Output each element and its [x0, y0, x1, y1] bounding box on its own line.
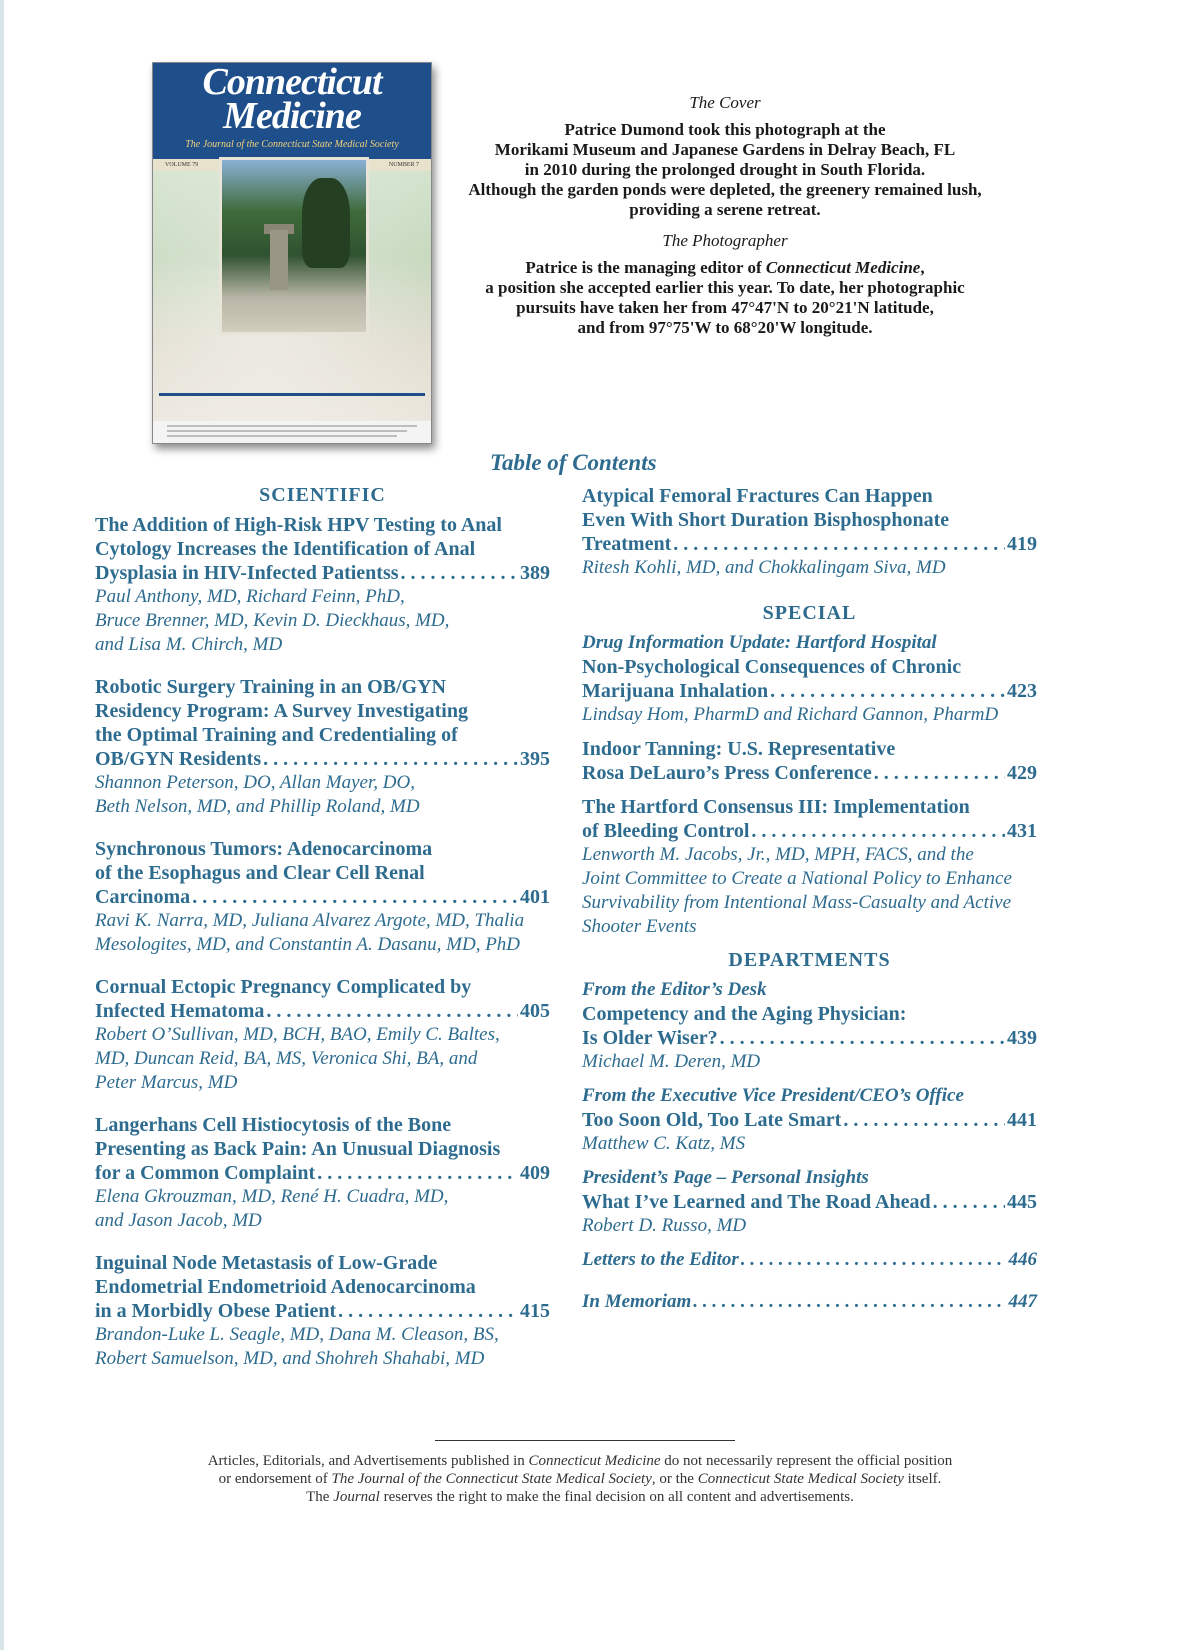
- department-label: President’s Page – Personal Insights: [582, 1167, 869, 1188]
- entry-title-line: Even With Short Duration Bisphosphonate: [582, 509, 950, 531]
- page-number: 409: [520, 1162, 550, 1184]
- entry-title-line: Residency Program: A Survey Investigating: [95, 700, 468, 722]
- entry-title-line: Langerhans Cell Histiocytosis of the Bone: [95, 1114, 452, 1136]
- dot-leader: [751, 819, 1005, 843]
- entry-title-line: of Bleeding Control: [582, 820, 750, 842]
- dot-leader: [192, 885, 518, 909]
- entry-authors: Shannon Peterson, DO, Allan Mayer, DO,: [95, 772, 415, 793]
- page-number: 445: [1007, 1191, 1037, 1213]
- section-heading-special: SPECIAL: [762, 602, 857, 624]
- dot-leader: [266, 999, 518, 1023]
- page-number: 423: [1007, 680, 1037, 702]
- cover-text-line: Patrice Dumond took this photograph at the: [564, 120, 886, 139]
- entry-title-line: Marijuana Inhalation: [582, 680, 769, 702]
- memoriam-label: In Memoriam: [582, 1291, 692, 1312]
- page-number: 405: [520, 1000, 550, 1022]
- entry-authors: and Jason Jacob, MD: [95, 1210, 262, 1231]
- dot-leader: [720, 1026, 1005, 1050]
- entry-authors: Robert O’Sullivan, MD, BCH, BAO, Emily C. Baltes,: [95, 1024, 500, 1045]
- entry-authors: Brandon-Luke L. Seagle, MD, Dana M. Cleason, BS,: [95, 1324, 499, 1345]
- page-edge-bar: [0, 0, 4, 1650]
- cover-text-line: in 2010 during the prolonged drought in South Florida.: [524, 160, 926, 179]
- entry-title-line: The Hartford Consensus III: Implementation: [582, 796, 970, 818]
- cover-title-line1: Connecticut: [202, 62, 382, 103]
- dot-leader: [933, 1190, 1005, 1214]
- stone-lantern-shape: [270, 230, 288, 290]
- section-heading-scientific: SCIENTIFIC: [259, 484, 386, 506]
- entry-authors: Bruce Brenner, MD, Kevin D. Dieckhaus, MD,: [95, 610, 450, 631]
- dot-leader: [770, 679, 1005, 703]
- photographer-text: [450, 258, 1000, 338]
- cover-description: [450, 92, 1000, 348]
- toc-entry[interactable]: [95, 837, 550, 957]
- entry-title-line: Carcinoma: [95, 886, 191, 908]
- cover-footer: [153, 421, 431, 443]
- photographer-line: Patrice is the managing editor of Connecticut Medicine,: [525, 258, 925, 277]
- entry-authors: Lenworth M. Jacobs, Jr., MD, MPH, FACS, and the: [582, 844, 974, 865]
- entry-authors: Beth Nelson, MD, and Phillip Roland, MD: [95, 796, 420, 817]
- cover-text: [450, 120, 1000, 220]
- toc-entry-memoriam[interactable]: [582, 1290, 1037, 1314]
- cover-volume: VOLUME 79: [165, 162, 199, 168]
- entry-title-line: in a Morbidly Obese Patient: [95, 1300, 337, 1322]
- toc-entry[interactable]: [582, 1084, 1037, 1156]
- entry-authors: Joint Committee to Create a National Policy to Enhance: [582, 868, 1012, 889]
- entry-title-line: What I’ve Learned and The Road Ahead: [582, 1191, 931, 1213]
- entry-authors: MD, Duncan Reid, BA, MS, Veronica Shi, BA, and: [95, 1048, 478, 1069]
- entry-title-line: Too Soon Old, Too Late Smart: [582, 1109, 842, 1131]
- cover-subtitle: The Journal of the Connecticut State Medical Society: [185, 139, 399, 150]
- dot-leader: [317, 1161, 518, 1185]
- page-number: 441: [1007, 1109, 1037, 1131]
- footer-rule: [435, 1440, 735, 1441]
- toc-left-column: [95, 484, 550, 1389]
- entry-title-line: of the Esophagus and Clear Cell Renal: [95, 862, 425, 884]
- photographer-heading: The Photographer: [662, 231, 788, 250]
- toc-entry-letters[interactable]: [582, 1248, 1037, 1272]
- cover-title: [159, 62, 425, 137]
- entry-title-line: Rosa DeLauro’s Press Conference: [582, 762, 872, 784]
- entry-authors: Paul Anthony, MD, Richard Feinn, PhD,: [95, 586, 405, 607]
- tree-shape: [302, 178, 350, 268]
- entry-title-line: Atypical Femoral Fractures Can Happen: [582, 485, 933, 507]
- department-label: Drug Information Update: Hartford Hospital: [582, 632, 937, 653]
- entry-title-line: Synchronous Tumors: Adenocarcinoma: [95, 838, 433, 860]
- cover-number: NUMBER 7: [388, 162, 419, 168]
- entry-title-line: Treatment: [582, 533, 672, 555]
- photographer-line: and from 97°75'W to 68°20'W longitude.: [577, 318, 873, 337]
- entry-authors: Survivability from Intentional Mass-Casualty and Active: [582, 892, 1012, 913]
- page-number: 401: [520, 886, 550, 908]
- entry-title-line: Dysplasia in HIV-Infected Patientss: [95, 562, 399, 584]
- memoriam-page: 447: [1008, 1291, 1037, 1312]
- entry-title-line: Presenting as Back Pain: An Unusual Diagnosis: [95, 1138, 501, 1160]
- page-number: 395: [520, 748, 550, 770]
- dot-leader: [401, 561, 518, 585]
- entry-title-line: Robotic Surgery Training in an OB/GYN: [95, 676, 446, 698]
- entry-title-line: the Optimal Training and Credentialing of: [95, 724, 458, 746]
- entry-title-line: OB/GYN Residents: [95, 748, 262, 770]
- toc-entry[interactable]: [95, 975, 550, 1095]
- cover-heading: The Cover: [689, 93, 761, 112]
- cover-masthead: [153, 63, 431, 171]
- photographer-line: pursuits have taken her from 47°47'N to 20°21'N latitude,: [516, 298, 934, 317]
- cover-photo: [219, 157, 369, 335]
- page-number: 429: [1007, 762, 1037, 784]
- entry-title-line: Is Older Wiser?: [582, 1027, 718, 1049]
- entry-authors: Robert D. Russo, MD: [582, 1215, 747, 1236]
- toc-entry[interactable]: [582, 484, 1037, 580]
- dot-leader: [874, 761, 1005, 785]
- entry-title-line: for a Common Complaint: [95, 1162, 316, 1184]
- toc-entry[interactable]: [582, 737, 1037, 785]
- entry-title-line: Non-Psychological Consequences of Chronic: [582, 656, 962, 678]
- toc-entry[interactable]: [95, 513, 550, 657]
- page-number: 431: [1007, 820, 1037, 842]
- toc-entry[interactable]: [582, 631, 1037, 727]
- entry-title-line: Indoor Tanning: U.S. Representative: [582, 738, 896, 760]
- entry-authors: and Lisa M. Chirch, MD: [95, 634, 283, 655]
- entry-authors: Robert Samuelson, MD, and Shohreh Shahabi, MD: [95, 1348, 485, 1369]
- cover-title-line2: Medicine: [223, 95, 361, 137]
- entry-title-line: Endometrial Endometrioid Adenocarcinoma: [95, 1276, 476, 1298]
- toc-entry[interactable]: [95, 675, 550, 819]
- page-number: 419: [1007, 533, 1037, 555]
- toc-entry[interactable]: [582, 1166, 1037, 1238]
- entry-authors: Mesologites, MD, and Constantin A. Dasanu, MD, PhD: [95, 934, 521, 955]
- page-number: 389: [520, 562, 550, 584]
- toc-title: Table of Contents: [490, 450, 657, 475]
- page-number: 439: [1007, 1027, 1037, 1049]
- cover-text-line: providing a serene retreat.: [629, 200, 821, 219]
- toc-entry[interactable]: [95, 1113, 550, 1233]
- toc-right-column: [582, 484, 1037, 1332]
- entry-title-line: Cytology Increases the Identification of Anal: [95, 538, 476, 560]
- letters-label: Letters to the Editor: [582, 1249, 739, 1270]
- entry-title-line: Inguinal Node Metastasis of Low-Grade: [95, 1252, 438, 1274]
- entry-title-line: Competency and the Aging Physician:: [582, 1003, 907, 1025]
- entry-authors: Elena Gkrouzman, MD, René H. Cuadra, MD,: [95, 1186, 449, 1207]
- entry-authors: Matthew C. Katz, MS: [582, 1133, 746, 1154]
- toc-entry[interactable]: [95, 1251, 550, 1371]
- department-label: From the Executive Vice President/CEO’s Office: [582, 1085, 964, 1106]
- section-heading-departments: DEPARTMENTS: [728, 949, 891, 971]
- entry-authors: Shooter Events: [582, 916, 697, 937]
- entry-authors: Ritesh Kohli, MD, and Chokkalingam Siva, MD: [582, 557, 946, 578]
- entry-authors: Ravi K. Narra, MD, Juliana Alvarez Argote, MD, Thalia: [95, 910, 525, 931]
- department-label: From the Editor’s Desk: [582, 979, 767, 1000]
- toc-entry[interactable]: [582, 978, 1037, 1074]
- dot-leader: [843, 1108, 1005, 1132]
- page-number: 415: [520, 1300, 550, 1322]
- entry-title-line: Infected Hematoma: [95, 1000, 265, 1022]
- dot-leader: [338, 1299, 518, 1323]
- photographer-line: a position she accepted earlier this year. To date, her photographic: [485, 278, 965, 297]
- entry-authors: Peter Marcus, MD: [95, 1072, 238, 1093]
- entry-authors: Lindsay Hom, PharmD and Richard Gannon, PharmD: [582, 704, 999, 725]
- entry-title-line: Cornual Ectopic Pregnancy Complicated by: [95, 976, 472, 998]
- entry-title-line: The Addition of High-Risk HPV Testing to Anal: [95, 514, 502, 536]
- cover-text-line: Although the garden ponds were depleted, the greenery remained lush,: [468, 180, 982, 199]
- dot-leader: [263, 747, 518, 771]
- dot-leader: [673, 532, 1005, 556]
- toc-entry[interactable]: [582, 795, 1037, 939]
- letters-page: 446: [1008, 1249, 1037, 1270]
- cover-image: [152, 62, 432, 444]
- disclaimer: Articles, Editorials, and Advertisements published in Connecticut Medicine do not necessarily represent the official position or endorsement of The Journal of the Connecticut State Medical Society, or the Connecticut State Medical Society itself. The Journal reserves the right to make the final decision on all content and advertisements.: [207, 1453, 953, 1505]
- entry-authors: Michael M. Deren, MD: [582, 1051, 761, 1072]
- cover-text-line: Morikami Museum and Japanese Gardens in Delray Beach, FL: [494, 140, 956, 159]
